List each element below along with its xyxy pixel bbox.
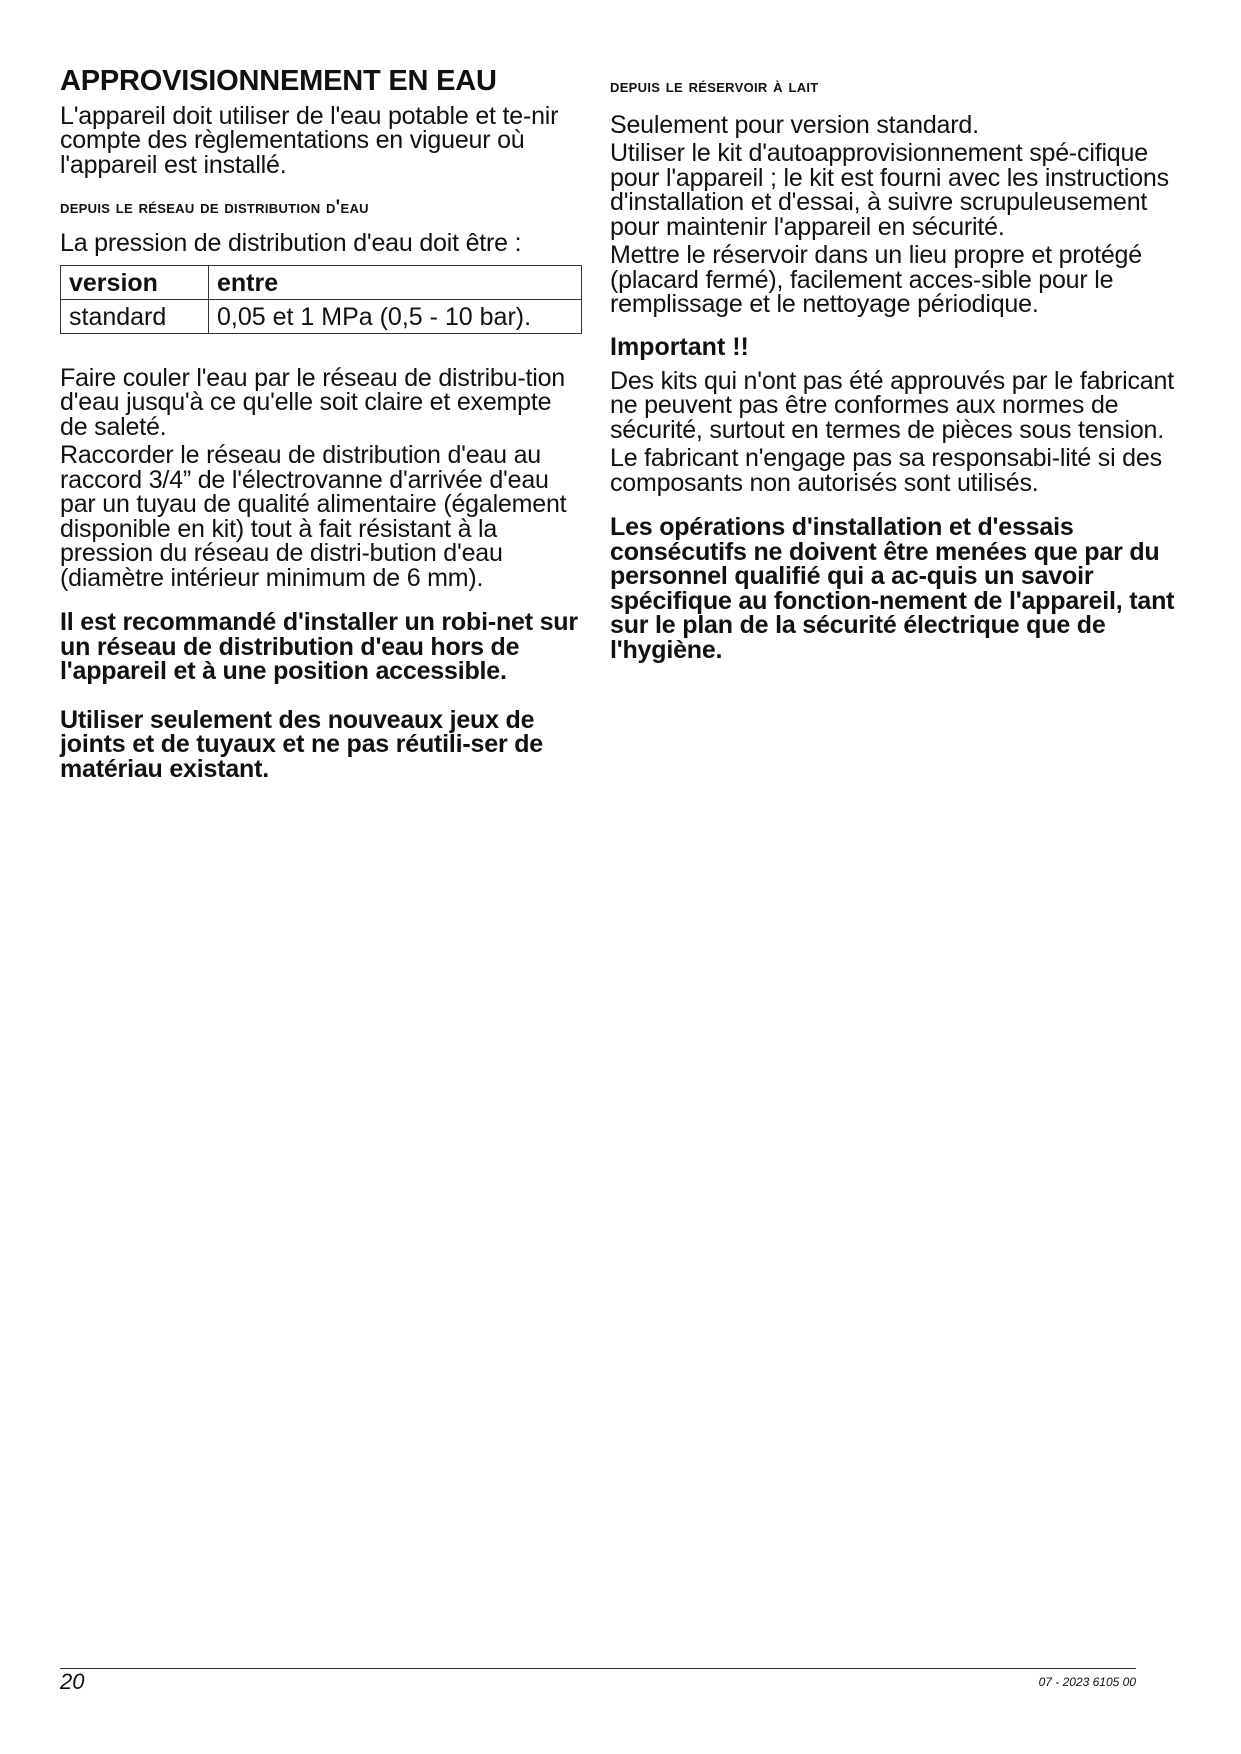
pressure-table <box>60 265 582 334</box>
liability-paragraph: Le fabricant n'engage pas sa responsabi-lité si des composants non autorisés sont utilisés. <box>610 444 1162 497</box>
left-column <box>60 66 582 781</box>
subheading-milk-tank: depuis le réservoir à lait <box>610 76 819 97</box>
intro-paragraph: L'appareil doit utiliser de l'eau potable et te-nir compte des règlementations en vigueur où l'appareil est installé. <box>60 101 559 179</box>
pressure-intro: La pression de distribution d'eau doit être : <box>60 229 522 258</box>
table-header-range: entre <box>209 265 582 299</box>
footer-divider <box>60 1668 1136 1669</box>
table-row <box>61 299 582 333</box>
subheading-water-network: depuis le réseau de distribution d'eau <box>60 197 369 219</box>
kit-paragraph: Utiliser le kit d'autoapprovisionnement spé-cifique pour l'appareil ; le kit est fourni avec les instructions d'installation et d'essai, à suivre scrupuleusement pour maintenir l'appareil en sécurité. <box>610 139 1169 241</box>
unapproved-kits-paragraph: Des kits qui n'ont pas été approuvés par le fabricant ne peuvent pas être conformes aux normes de sécurité, surtout en termes de pièces sous tension. <box>610 366 1174 444</box>
table-cell-version: standard <box>61 299 209 333</box>
tank-placement-paragraph: Mettre le réservoir dans un lieu propre et protégé (placard fermé), facilement acces-sible pour le remplissage et le nettoyage périodique. <box>610 241 1142 319</box>
flush-paragraph: Faire couler l'eau par le réseau de distribu-tion d'eau jusqu'à ce qu'elle soit claire et exempte de saleté. <box>60 363 565 441</box>
new-seals-note: Utiliser seulement des nouveaux jeux de joints et de tuyaux et ne pas réutili-ser de matériau existant. <box>60 705 543 783</box>
document-code: 07 - 2023 6105 00 <box>1038 1675 1136 1689</box>
page-number: 20 <box>60 1669 85 1694</box>
table-header-row <box>61 265 582 299</box>
table-cell-range: 0,05 et 1 MPa (0,5 - 10 bar). <box>209 299 582 333</box>
important-heading: Important !! <box>610 332 749 361</box>
tap-recommendation: Il est recommandé d'installer un robi-net sur un réseau de distribution d'eau hors de l'appareil et à une position accessible. <box>60 608 578 686</box>
connection-paragraph: Raccorder le réseau de distribution d'eau au raccord 3/4” de l'électrovanne d'arrivée d'eau par un tuyau de qualité alimentaire (également disponible en kit) tout à fait résistant à la pression du réseau de distri-bution d'eau (diamètre intérieur minimum de 6 mm). <box>60 441 567 592</box>
right-column <box>610 66 1200 662</box>
document-page <box>60 0 1175 1754</box>
qualified-personnel-note: Les opérations d'installation et d'essais consécutifs ne doivent être menées que par du personnel qualifié qui a ac-quis un savoir spécifique au fonction-nement de l'appareil, tant sur le plan de la sécurité électrique que de l'hygiène. <box>610 513 1175 664</box>
standard-version-note: Seulement pour version standard. <box>610 110 979 139</box>
section-title: APPROVISIONNEMENT EN EAU <box>60 65 497 97</box>
table-header-version: version <box>61 265 209 299</box>
